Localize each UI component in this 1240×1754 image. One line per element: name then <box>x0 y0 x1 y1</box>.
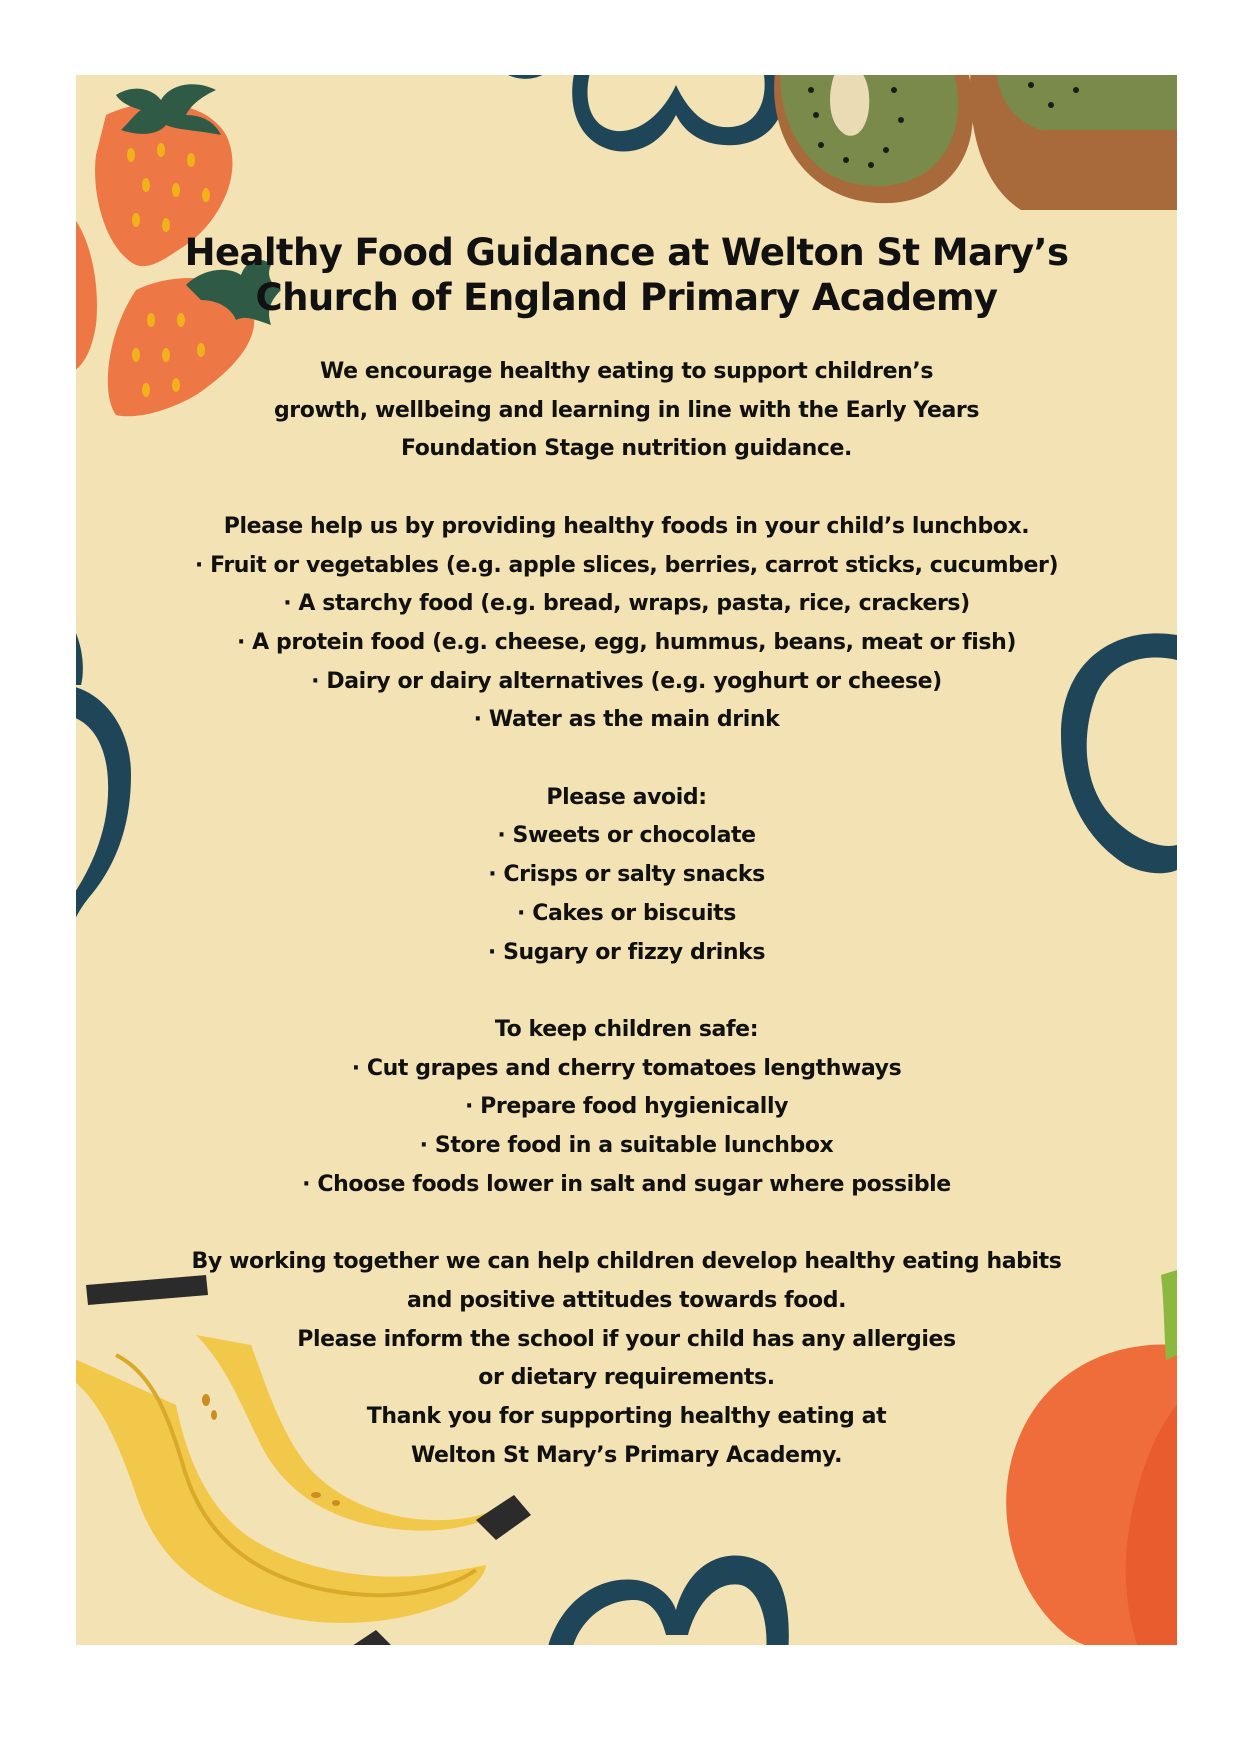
kiwi-icon <box>774 75 1177 210</box>
spacer <box>76 469 1177 508</box>
intro-line: Foundation Stage nutrition guidance. <box>400 436 853 462</box>
list-item: · Cut grapes and cherry tomatoes lengthways <box>351 1055 902 1081</box>
section-heading-avoid: Please avoid: <box>546 784 707 810</box>
closing-line: or dietary requirements. <box>478 1365 775 1391</box>
list-item: · Choose foods lower in salt and sugar where possible <box>302 1171 951 1197</box>
list-item: · Sugary or fizzy drinks <box>487 939 766 965</box>
closing-line: By working together we can help children develop healthy eating habits <box>191 1249 1062 1275</box>
title-line: Church of England Primary Academy <box>255 276 998 319</box>
list-item: · A protein food (e.g. cheese, egg, hummus, beans, meat or fish) <box>236 629 1017 655</box>
list-item: · Water as the main drink <box>473 707 780 733</box>
poster <box>76 75 1177 1645</box>
apple-outline-icon <box>496 75 786 152</box>
apple-outline-icon <box>546 1555 789 1645</box>
list-item: · Prepare food hygienically <box>464 1094 789 1120</box>
closing-line: Thank you for supporting healthy eating at <box>366 1403 887 1429</box>
closing-line: and positive attitudes towards food. <box>406 1287 847 1313</box>
list-item: · Sweets or chocolate <box>497 823 756 849</box>
title-line: Healthy Food Guidance at Welton St Mary’s <box>184 231 1069 274</box>
guidance-text <box>76 353 1177 1475</box>
spacer <box>76 740 1177 779</box>
intro-line: We encourage healthy eating to support children’s <box>319 359 934 384</box>
list-item: · Crisps or salty snacks <box>488 862 765 888</box>
closing-line: Please inform the school if your child has any allergies <box>297 1326 956 1352</box>
closing-line: Welton St Mary’s Primary Academy. <box>410 1442 843 1468</box>
list-item: · Store food in a suitable lunchbox <box>419 1133 834 1159</box>
spacer <box>76 972 1177 1011</box>
spacer <box>76 1204 1177 1243</box>
list-item: · A starchy food (e.g. bread, wraps, pasta, rice, crackers) <box>283 591 970 617</box>
page-title <box>76 230 1177 320</box>
intro-line: growth, wellbeing and learning in line with the Early Years <box>273 397 980 423</box>
section-heading-safety: To keep children safe: <box>494 1016 759 1042</box>
list-item: · Dairy or dairy alternatives (e.g. yoghurt or cheese) <box>311 668 942 694</box>
list-item: · Cakes or biscuits <box>517 900 736 926</box>
list-item: · Fruit or vegetables (e.g. apple slices, berries, carrot sticks, cucumber) <box>194 552 1059 578</box>
section-heading-lunchbox: Please help us by providing healthy foods in your child’s lunchbox. <box>223 513 1030 539</box>
